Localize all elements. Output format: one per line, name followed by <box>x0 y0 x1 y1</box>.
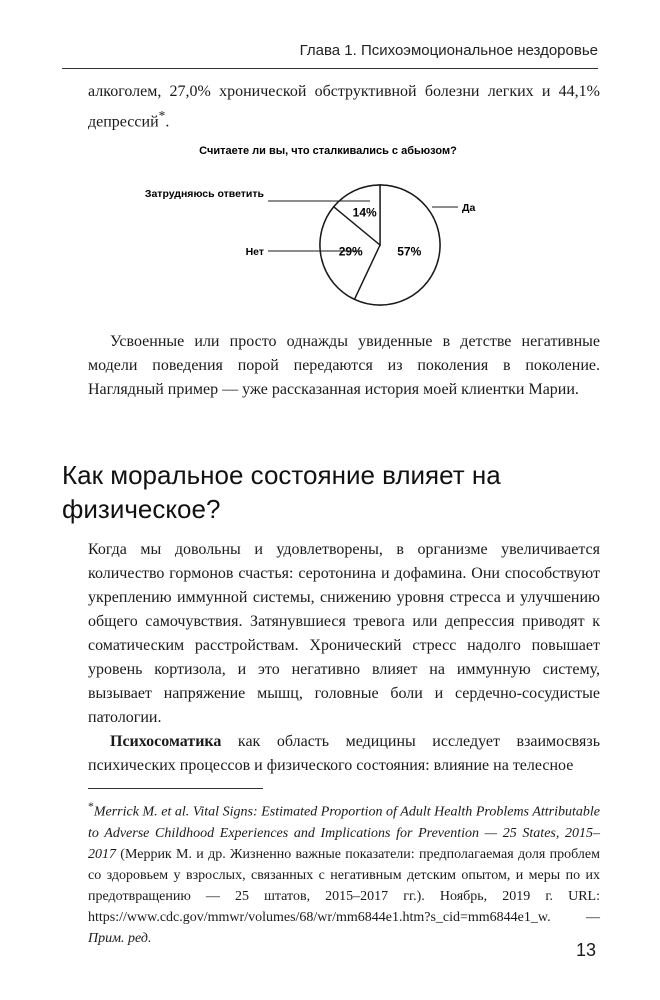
footnote-reference: * <box>158 108 166 123</box>
pie-chart-svg <box>144 140 510 315</box>
footnote <box>88 796 600 949</box>
paragraph-hormones: Когда мы довольны и удовлетворены, в организме увеличивается количество гормонов счастья: серотонина и дофамина. Они способствуют укреплению иммунной системы, снижению уровня стресса и улучшению общего самочувствия. Затянувшиеся тревога или депрессия приводят к соматическим расстройствам. Хронический стресс надолго повышает уровень кортизола, и это негативно влияет на иммунную систему, вызывает напряжение мышц, головные боли и сердечно-сосудистые патологии. <box>88 541 600 726</box>
pie-value-label-1: 57% <box>397 244 422 259</box>
footnote-source: Merrick M. et al. Vital Signs: Estimated Proportion of Adult Health Problems Attributable to Adverse Childhood Experiences and Implications for Prevention — 25 States, 2015–2017 <box>88 804 600 862</box>
paragraph-intro <box>88 80 600 134</box>
pie-category-label-1: Да <box>462 202 476 214</box>
running-header: Глава 1. Психоэмоциональное нездоровье <box>299 42 598 59</box>
pie-category-label-3: Затрудняюсь ответить <box>144 188 264 200</box>
pie-value-label-2: 29% <box>338 244 363 259</box>
footnote-editor-note: Прим. ред. <box>88 930 152 946</box>
footnote-translation: (Меррик М. и др. Жизненно важные показатели: предполагаемая доля проблем со здоровьем у взрослых, связанных с негативным детским опытом, и меры по их предотвращению — 25 штатов, 2015–2017 гг.). Ноябрь, 2019 г. URL: https://www.cdc.gov/mmwr/volumes/68/wr/mm6844e1.htm?s_cid=mm6844e1_w. — <box>88 846 600 925</box>
psychosomatics-text: как область медицины исследует взаимосвязь психических процессов и физического состояния: влияние на телесное <box>88 733 600 774</box>
psychosomatics-term: Психосоматика <box>110 733 222 750</box>
paragraph-generations-text: Усвоенные или просто однажды увиденные в детстве негативные модели поведения порой передаются из поколения в поколение. Наглядный пример — уже рассказанная история моей клиентки Марии. <box>88 333 600 398</box>
header-divider <box>62 68 598 69</box>
section-heading: Как моральное состояние влияет на физическое? <box>62 460 501 524</box>
footnote-mark: * <box>88 800 94 813</box>
paragraph-generations <box>88 330 600 402</box>
paragraph-intro-text: алкоголем, 27,0% хронической обструктивной болезни легких и 44,1% депрессий <box>88 83 600 131</box>
chart-title: Считаете ли вы, что сталкивались с абьюзом? <box>199 145 457 157</box>
abuse-survey-pie-chart <box>144 140 510 315</box>
paragraph-intro-end: . <box>165 113 170 131</box>
body-text <box>88 538 600 778</box>
pie-category-label-2: Нет <box>245 246 264 258</box>
page-number: 13 <box>575 940 596 960</box>
paragraph-psychosomatics <box>88 730 600 778</box>
footnote-divider <box>88 788 263 789</box>
pie-value-label-3: 14% <box>352 205 377 220</box>
